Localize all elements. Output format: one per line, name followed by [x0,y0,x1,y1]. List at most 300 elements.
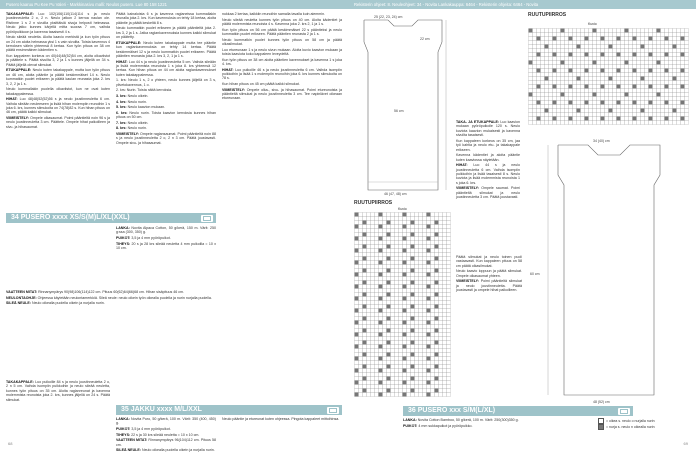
chart-cell [681,89,685,93]
chart-cell [545,81,549,85]
chart-cell [367,221,371,225]
chart-cell [407,213,411,217]
chart-cell [443,281,447,285]
chart-cell [415,341,419,345]
chart-cell [529,105,533,109]
chart-cell [427,293,431,297]
chart-cell [673,121,677,125]
chart-cell [439,393,443,397]
chart-cell [601,53,605,57]
chart-cell [395,321,399,325]
chart-cell [407,225,411,229]
chart-cell [371,265,375,269]
chart-cell [447,293,451,297]
chart-cell [399,377,403,381]
chart-cell [435,241,439,245]
chart-cell [379,229,383,233]
chart-cell [443,357,447,361]
chart-cell [395,357,399,361]
chart-cell [605,45,609,49]
col3-para: VIIMEISTELY: Ompele olka-, sivu- ja hihasaumat. Poimi etureunoista ja pääntieltä silmukat ja neulo joustinneuletta 3 cm. Tee napinlävet oikeaan etureunaan. [222,87,342,101]
chart-cell [431,257,435,261]
chart-cell [363,245,367,249]
chart-cell [577,41,581,45]
chart-cell [383,285,387,289]
chart-cell [569,101,573,105]
chart-cell [435,261,439,265]
chart-cell [541,81,545,85]
chart-cell [605,101,609,105]
chart-cell [387,261,391,265]
chart-cell [367,289,371,293]
chart-cell [629,93,633,97]
chart-cell [605,37,609,41]
chart-cell [593,121,597,125]
chart-cell [431,313,435,317]
chart-cell [399,357,403,361]
chart-cell [419,253,423,257]
chart-cell [553,45,557,49]
chart-cell [407,313,411,317]
para-label: HIHAT: [116,59,128,64]
chart-cell [661,53,665,57]
chart-cell [415,297,419,301]
chart-cell [383,257,387,261]
chart-cell [645,117,649,121]
chart-cell [605,73,609,77]
chart-cell [367,341,371,345]
col2-para: ETUKAPPALE: Neulo kuten takakappale mutta tee pääntie kun raglankavennuksia on tehty 14 kertaa. Päätä keskimmäiset 12 s ja neulo kummatkin puolet erikseen. Päätä pääntien reunasta joka 2. krs 3, 2, 1 ja 1 s. [116,40,216,59]
chart-cell [645,121,649,125]
chart-cell [443,349,447,353]
chart-cell [557,29,561,33]
chart-cell [431,333,435,337]
chart-cell [383,309,387,313]
chart-cell [677,109,681,113]
chart-cell [613,73,617,77]
chart-cell [661,69,665,73]
chart-cell [379,313,383,317]
chart-cell [375,273,379,277]
chart-cell [565,101,569,105]
chart2-subtitle: Kuvio [398,207,407,211]
chart-cell [621,81,625,85]
chart-cell [375,369,379,373]
chart-cell [593,93,597,97]
chart-cell [431,393,435,397]
chart-cell [443,393,447,397]
chart-cell [597,73,601,77]
chart-cell [439,229,443,233]
chart-cell [533,45,537,49]
chart-cell [533,49,537,53]
chart-cell [533,89,537,93]
chart-cell [439,221,443,225]
chart-cell [411,285,415,289]
chart-cell [435,229,439,233]
chart-cell [661,109,665,113]
chart-cell [379,325,383,329]
chart-cell [375,317,379,321]
chart-cell [569,117,573,121]
chart-cell [427,257,431,261]
chart-cell [541,85,545,89]
chart-cell [431,269,435,273]
chart-cell [363,257,367,261]
chart-cell [673,29,677,33]
chart-cell [363,337,367,341]
chart-cell [391,285,395,289]
chart-cell [447,389,451,393]
chart-cell [609,89,613,93]
chart-cell [545,93,549,97]
chart-cell [387,333,391,337]
chart-cell [367,345,371,349]
chart-cell [431,309,435,313]
para-label: ETUKAPPALE: [116,40,142,45]
chart-cell [553,85,557,89]
chart-cell [649,97,653,101]
chart-cell [673,65,677,69]
section-bar-35 [116,405,342,415]
chart-cell [613,49,617,53]
chart-cell [605,93,609,97]
chart-cell [375,385,379,389]
chart-cell [625,109,629,113]
chart-cell [395,361,399,365]
chart-cell [431,337,435,341]
chart-cell [415,333,419,337]
chart-cell [661,89,665,93]
col3-para: Kun työn pituus on 38 cm aloita pääntien kavennukset ja kavenna 1 s joka 4. krs. [222,57,342,66]
chart-cell [395,269,399,273]
chart-cell [427,249,431,253]
chart-cell [391,213,395,217]
chart-cell [379,241,383,245]
chart-cell [395,261,399,265]
chart-cell [593,81,597,85]
chart-cell [419,373,423,377]
chart-cell [561,73,565,77]
chart-cell [371,245,375,249]
chart-cell [383,365,387,369]
chart-cell [423,381,427,385]
chart-cell [383,377,387,381]
chart-cell [649,101,653,105]
chart-cell [685,89,689,93]
chart-cell [363,233,367,237]
chart-cell [681,61,685,65]
chart-cell [403,289,407,293]
chart-cell [641,41,645,45]
chart-cell [371,233,375,237]
col1-para: ETUKAPPALE: Neulo kuten takakappale, mutta kun työn pituus on 46 cm, aloita pääntie ja päätä keskimmäiset 14 s. Neulo kummatkin puolet erikseen ja päätä kaulan reunasta joka 2. krs 3, 2, 2 ja 1 s. [6,68,110,86]
chart-cell [367,313,371,317]
chart-cell [387,277,391,281]
chart-cell [439,317,443,321]
chart-cell [383,369,387,373]
chart-cell [423,309,427,313]
chart-cell [419,317,423,321]
chart-cell [447,329,451,333]
chart-cell [541,105,545,109]
chart-cell [657,57,661,61]
chart-cell [577,65,581,69]
chart-cell [653,117,657,121]
chart-cell [557,49,561,53]
chart-cell [565,117,569,121]
chart-cell [617,49,621,53]
chart-cell [447,285,451,289]
chart-cell [561,97,565,101]
chart-cell [387,289,391,293]
chart-cell [423,245,427,249]
chart-cell [645,93,649,97]
chart-cell [557,93,561,97]
chart-cell [435,273,439,277]
chart-cell [597,113,601,117]
chart-cell [565,37,569,41]
chart-cell [359,365,363,369]
chart-cell [533,105,537,109]
chart-cell [395,273,399,277]
chart-cell [399,373,403,377]
col1-para: Neulo sileää neuletta. Aloita kaavio merkistä ja kun työn pituus on 24 cm aloita helmassa yksi 1 s vain sivuilta. Toista kavennus 4 kerroksen välein yhteensä 8 kertaa. Kun työn pituus on 38 cm päätä ensimmäinen kädentien s. [6,35,111,53]
chart-cell [565,29,569,33]
chart-cell [407,325,411,329]
chart-cell [677,101,681,105]
chart-cell [411,253,415,257]
chart-cell [439,285,443,289]
chart-cell [609,85,613,89]
chart-cell [529,57,533,61]
chart-cell [533,29,537,33]
chart-cell [399,305,403,309]
chart-cell [407,365,411,369]
chart-cell [565,61,569,65]
chart-cell [537,33,541,37]
chart-cell [447,361,451,365]
chart-cell [617,65,621,69]
chart-cell [399,293,403,297]
chart-cell [407,389,411,393]
chart-cell [617,121,621,125]
chart-cell [375,309,379,313]
chart-cell [657,33,661,37]
chart-cell [411,341,415,345]
chart-cell [391,393,395,397]
chart-cell [371,289,375,293]
chart-cell [423,345,427,349]
chart-cell [427,377,431,381]
chart-cell [633,81,637,85]
chart-cell [419,325,423,329]
chart-cell [529,33,533,37]
chart-cell [399,249,403,253]
chart-cell [363,297,367,301]
chart-cell [439,353,443,357]
chart-cell [613,53,617,57]
chart-cell [649,89,653,93]
chart-cell [617,109,621,113]
chart-cell [363,281,367,285]
chart-cell [585,69,589,73]
chart-cell [435,237,439,241]
chart-cell [601,93,605,97]
chart-cell [569,77,573,81]
chart-cell [367,253,371,257]
chart-cell [641,109,645,113]
chart-cell [529,69,533,73]
chart-cell [411,277,415,281]
chart-cell [641,53,645,57]
chart-cell [641,45,645,49]
chart-cell [653,45,657,49]
chart-cell [411,313,415,317]
chart-cell [383,261,387,265]
chart-cell [355,277,359,281]
chart-cell [541,117,545,121]
chart-cell [577,117,581,121]
col2-para: Neulo kummatkin puolet erikseen ja päätä pääntieltä joka 2. krs 3, 2 ja 1 s. Jatka raglankavennuksia kunnes kaikki silmukat on päätetty. [116,26,216,40]
chart-cell [657,37,661,41]
chart-cell [379,349,383,353]
col2-para: 7. krs: Neulo oikein. [116,120,149,125]
chart-cell [557,109,561,113]
chart-cell [617,85,621,89]
chart-cell [399,345,403,349]
chart-cell [645,105,649,109]
chart-cell [561,101,565,105]
chart-cell [423,353,427,357]
chart-cell [621,57,625,61]
chart-cell [533,77,537,81]
chart-cell [641,113,645,117]
chart-cell [355,373,359,377]
chart-cell [419,237,423,241]
chart-cell [447,381,451,385]
chart-cell [565,105,569,109]
chart-cell [661,101,665,105]
chart-cell [391,245,395,249]
chart-cell [629,49,633,53]
chart-cell [581,65,585,69]
chart-cell [681,101,685,105]
chart-cell [593,29,597,33]
chart-cell [403,393,407,397]
chart-cell [585,61,589,65]
chart-cell [633,93,637,97]
chart-cell [585,57,589,61]
chart-cell [367,389,371,393]
chart-cell [431,289,435,293]
chart-cell [541,33,545,37]
chart-cell [447,297,451,301]
col3-para: Kun työn pituus on 56 cm päätä keskimmäiset 22 s pääntieksi ja neulo kummatkin puolet erikseen. Päätä pääntien reunasta 2 ja 1 s. [222,27,342,36]
chart-cell [423,261,427,265]
chart-cell [387,389,391,393]
chart-cell [415,265,419,269]
chart-cell [439,373,443,377]
chart-cell [407,321,411,325]
chart-cell [589,53,593,57]
chart-cell [553,105,557,109]
chart-cell [383,273,387,277]
chart-cell [415,277,419,281]
chart-cell [431,389,435,393]
para-label: HIHAT: [222,67,234,72]
chart-cell [379,289,383,293]
chart-cell [633,29,637,33]
chart-cell [399,217,403,221]
chart-cell [447,289,451,293]
lanka-text: Novita Alpaca Cotton, 50 g/kerä, 150 m. Värit: 250 g:ssa (300, 350) g. [116,226,217,235]
chart-cell [673,109,677,113]
col1b-para: SILEÄ NEULE: Neulo oikealla puolella oikein ja nurjalla nurin. [6,301,105,306]
chart-cell [557,117,561,121]
colmid-para: Kavenna kädentiet ja aloita pääntie kuten kaaviossa näytetään. [456,153,520,162]
chart-cell [363,329,367,333]
col2-para: 2. krs: Nurin. Toista näitä kerroksia. [116,88,173,93]
chart-cell [355,269,359,273]
chart-cell [427,337,431,341]
chart-cell [399,337,403,341]
chart-cell [411,321,415,325]
chart-cell [419,221,423,225]
chart-cell [633,97,637,101]
chart-cell [665,93,669,97]
chart-cell [355,329,359,333]
chart-cell [415,361,419,365]
chart-cell [423,349,427,353]
chart-cell [439,293,443,297]
chart-cell [589,93,593,97]
chart-cell [669,29,673,33]
chart-cell [383,313,387,317]
chart-cell [657,77,661,81]
chart-cell [367,333,371,337]
chart-cell [411,325,415,329]
chart-cell [435,233,439,237]
chart-cell [359,309,363,313]
chart-cell [411,369,415,373]
chart-cell [649,53,653,57]
chart-cell [419,225,423,229]
chart-cell [395,229,399,233]
chart-cell [435,321,439,325]
chart-cell [577,57,581,61]
chart-cell [371,309,375,313]
chart-cell [411,261,415,265]
chart-cell [383,389,387,393]
chart-cell [427,253,431,257]
chart-cell [541,53,545,57]
chart-cell [589,45,593,49]
chart-cell [649,105,653,109]
chart-cell [407,273,411,277]
para-label: SILEÄ NEULE: [6,301,31,306]
chart-cell [447,245,451,249]
chart-cell [443,301,447,305]
chart-cell [439,265,443,269]
chart-cell [597,69,601,73]
chart-cell [581,89,585,93]
chart-cell [645,53,649,57]
chart-cell [431,293,435,297]
chart-cell [573,113,577,117]
chart-cell [609,77,613,81]
chart-cell [435,389,439,393]
